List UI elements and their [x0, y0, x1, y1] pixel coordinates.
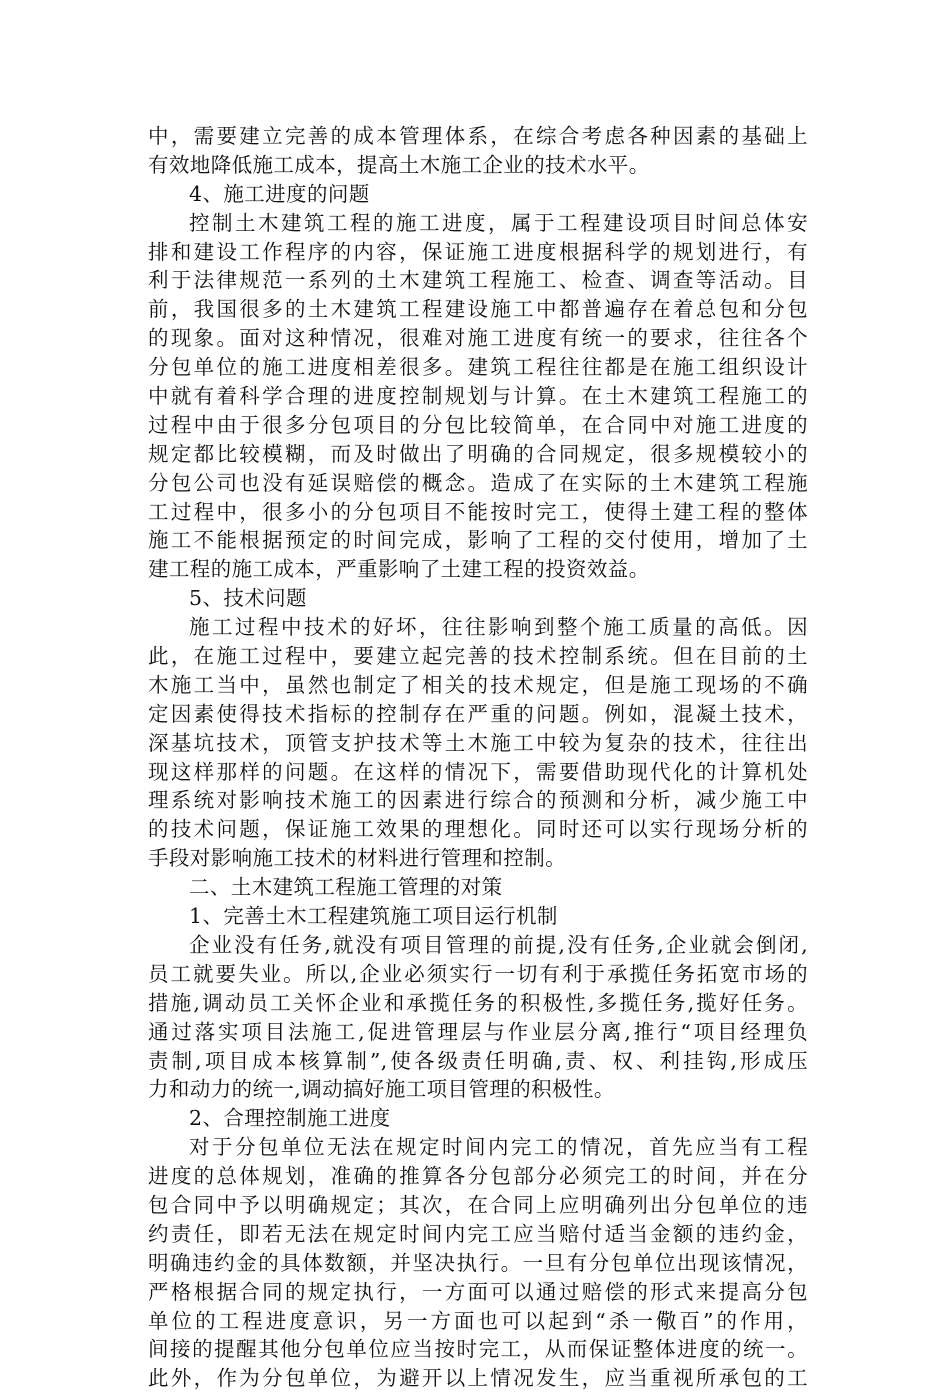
section-heading: 5、技术问题 — [189, 586, 307, 611]
text-line: 利于法律规范一系列的土木建筑工程施工、检查、调查等活动。目 — [148, 268, 808, 293]
text-line: 中，需要建立完善的成本管理体系，在综合考虑各种因素的基础上 — [148, 124, 808, 148]
text-line: 控制土木建筑工程的施工进度，属于工程建设项目时间总体安 — [189, 210, 808, 235]
text-line: 明确违约金的具体数额，并坚决执行。一旦有分包单位出现该情况， — [148, 1250, 808, 1275]
text-line: 木施工当中，虽然也制定了相关的技术规定，但是施工现场的不确 — [148, 672, 808, 697]
text-line: 严格根据合同的规定执行，一方面可以通过赔偿的形式来提高分包 — [148, 1279, 808, 1304]
text-line: 进度的总体规划，准确的推算各分包部分必须完工的时间，并在分 — [148, 1164, 808, 1189]
paragraph-schedule-problem — [148, 209, 808, 585]
paragraph-schedule-control — [148, 1133, 808, 1393]
section-heading: 4、施工进度的问题 — [189, 181, 370, 206]
document-page — [148, 122, 808, 1393]
paragraph-cost-management — [148, 122, 808, 180]
text-line: 有效地降低施工成本，提高土木施工企业的技术水平。 — [148, 152, 650, 177]
text-line: 前，我国很多的土木建筑工程建设施工中都普遍存在着总包和分包 — [148, 297, 808, 322]
text-line: 责制,项目成本核算制”,使各级责任明确,责、权、利挂钩,形成压 — [148, 1048, 808, 1073]
text-line: 深基坑技术，顶管支护技术等土木施工中较为复杂的技术，往往出 — [148, 730, 808, 755]
text-line: 约责任，即若无法在规定时间内完工应当赔付适当金额的违约金， — [148, 1221, 808, 1246]
text-line: 的现象。面对这种情况，很难对施工进度有统一的要求，往往各个 — [148, 326, 808, 351]
text-line: 工过程中，很多小的分包项目不能按时完工，使得土建工程的整体 — [148, 499, 808, 524]
text-line: 此，在施工过程中，要建立起完善的技术控制系统。但在目前的土 — [148, 644, 808, 669]
text-line: 理系统对影响技术施工的因素进行综合的预测和分析，减少施工中 — [148, 788, 808, 813]
text-line: 单位的工程进度意识，另一方面也可以起到“杀一儆百”的作用， — [148, 1308, 808, 1333]
text-line: 通过落实项目法施工,促进管理层与作业层分离,推行“项目经理负 — [148, 1019, 808, 1044]
text-line: 排和建设工作程序的内容，保证施工进度根据科学的规划进行，有 — [148, 239, 808, 264]
text-line: 措施,调动员工关怀企业和承揽任务的积极性,多揽任务,揽好任务。 — [148, 990, 808, 1015]
paragraph-technical-problem — [148, 613, 808, 873]
text-line: 的技术问题，保证施工效果的理想化。同时还可以实行现场分析的 — [148, 817, 808, 842]
text-line: 现这样那样的问题。在这样的情况下，需要借助现代化的计算机处 — [148, 759, 808, 784]
text-line: 定因素使得技术指标的控制存在严重的问题。例如，混凝土技术， — [148, 701, 808, 726]
text-line: 分包公司也没有延误赔偿的概念。造成了在实际的土木建筑工程施 — [148, 470, 808, 495]
text-line: 施工不能根据预定的时间完成，影响了工程的交付使用，增加了土 — [148, 528, 808, 553]
paragraph-operating-mechanism — [148, 931, 808, 1104]
text-line: 此外，作为分包单位，为避开以上情况发生，应当重视所承包的工 — [148, 1366, 808, 1391]
text-line: 分包单位的施工进度相差很多。建筑工程往往都是在施工组织设计 — [148, 355, 808, 380]
text-line: 规定都比较模糊，而及时做出了明确的合同规定，很多规模较小的 — [148, 441, 808, 466]
subsection-heading: 1、完善土木工程建筑施工项目运行机制 — [189, 904, 558, 929]
subsection-heading: 2、合理控制施工进度 — [189, 1106, 391, 1131]
text-line: 对于分包单位无法在规定时间内完工的情况，首先应当有工程 — [189, 1135, 808, 1160]
text-line: 员工就要失业。所以,企业必须实行一切有利于承揽任务拓宽市场的 — [148, 961, 808, 986]
text-line: 力和动力的统一,调动搞好施工项目管理的积极性。 — [148, 1077, 615, 1102]
text-line: 间接的提醒其他分包单位应当按时完工，从而保证整体进度的统一。 — [148, 1337, 808, 1362]
text-line: 施工过程中技术的好坏，往往影响到整个施工质量的高低。因 — [189, 615, 808, 640]
text-line: 过程中由于很多分包项目的分包比较简单，在合同中对施工进度的 — [148, 412, 808, 437]
text-line: 建工程的施工成本，严重影响了土建工程的投资效益。 — [148, 557, 650, 582]
text-line: 中就有着科学合理的进度控制规划与计算。在土木建筑工程施工的 — [148, 384, 808, 409]
text-line: 企业没有任务,就没有项目管理的前提,没有任务,企业就会倒闭, — [189, 932, 808, 957]
text-line: 手段对影响施工技术的材料进行管理和控制。 — [148, 846, 566, 871]
text-line: 包合同中予以明确规定；其次，在合同上应明确列出分包单位的违 — [148, 1192, 808, 1217]
section-heading: 二、土木建筑工程施工管理的对策 — [189, 875, 503, 900]
